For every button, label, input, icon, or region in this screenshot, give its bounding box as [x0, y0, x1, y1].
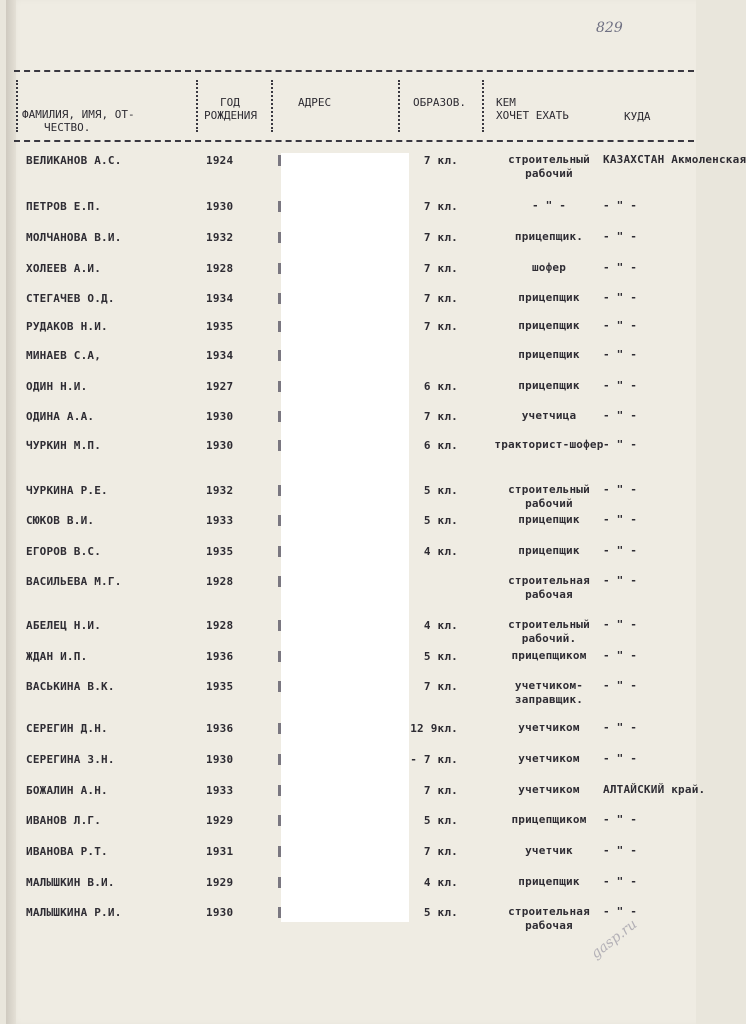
row-name: ОДИНА А.А.	[26, 410, 95, 423]
row-destination: АЛТАЙСКИЙ край.	[603, 783, 706, 796]
row-education: 5 кл.	[423, 814, 458, 827]
row-job: учетчиком-заправщик.	[514, 679, 584, 706]
row-year: 1929	[206, 814, 234, 827]
row-education: 7 кл.	[423, 292, 458, 305]
row-job: учетчик	[525, 844, 573, 857]
header-job: КЕМ ХОЧЕТ ЕХАТЬ	[496, 96, 569, 122]
row-destination: - " -	[603, 379, 638, 392]
row-job: учетчиком	[518, 783, 580, 796]
row-job: строительный рабочий.	[508, 618, 590, 645]
page-binding	[6, 0, 16, 1024]
row-job: тракторист-шофер	[494, 438, 604, 451]
row-year: 1928	[206, 262, 234, 275]
row-education: - 7 кл.	[410, 753, 458, 766]
row-name: ВЕЛИКАНОВ А.С.	[26, 154, 122, 167]
row-education: 7 кл.	[423, 680, 458, 693]
row-year: 1930	[206, 410, 234, 423]
row-name: ИВАНОВА Р.Т.	[26, 845, 108, 858]
row-name: ОДИН Н.И.	[26, 380, 88, 393]
row-education: 7 кл.	[423, 320, 458, 333]
row-year: 1933	[206, 514, 234, 527]
row-destination: - " -	[603, 679, 638, 692]
row-destination: - " -	[603, 618, 638, 631]
row-job: учетчиком	[518, 752, 580, 765]
redacted-address-block	[281, 153, 409, 922]
row-year: 1935	[206, 680, 234, 693]
row-destination: - " -	[603, 721, 638, 734]
row-job: строительный рабочий	[508, 483, 590, 510]
row-name: МИНАЕВ С.А,	[26, 349, 102, 362]
row-education: 12 9кл.	[410, 722, 458, 735]
row-name: СЕРЕГИН Д.Н.	[26, 722, 108, 735]
column-separator	[16, 80, 21, 132]
header-where: КУДА	[624, 110, 651, 123]
row-destination: - " -	[603, 409, 638, 422]
row-destination: - " -	[603, 199, 638, 212]
row-destination: - " -	[603, 291, 638, 304]
row-education: 4 кл.	[423, 619, 458, 632]
row-education: 5 кл.	[423, 650, 458, 663]
row-job: прицепщик	[518, 291, 580, 304]
header-name: ФАМИЛИЯ, ИМЯ, ОТ- ЧЕСТВО.	[22, 108, 135, 134]
row-name: ЧУРКИНА Р.Е.	[26, 484, 108, 497]
row-name: СЮКОВ В.И.	[26, 514, 95, 527]
row-destination: - " -	[603, 544, 638, 557]
row-year: 1935	[206, 545, 234, 558]
row-education: 5 кл.	[423, 514, 458, 527]
row-name: СТЕГАЧЕВ О.Д.	[26, 292, 115, 305]
row-year: 1934	[206, 349, 234, 362]
row-destination: - " -	[603, 483, 638, 496]
row-name: ХОЛЕЕВ А.И.	[26, 262, 102, 275]
row-year: 1927	[206, 380, 234, 393]
row-year: 1929	[206, 876, 234, 889]
row-name: МОЛЧАНОВА В.И.	[26, 231, 122, 244]
row-name: МАЛЫШКИНА Р.И.	[26, 906, 122, 919]
row-year: 1930	[206, 753, 234, 766]
row-job: прицепщик.	[514, 230, 584, 243]
row-education: 4 кл.	[423, 545, 458, 558]
row-name: РУДАКОВ Н.И.	[26, 320, 108, 333]
row-education: 6 кл.	[423, 439, 458, 452]
row-year: 1933	[206, 784, 234, 797]
row-destination: КАЗАХСТАН Акмоленская	[603, 153, 746, 166]
header-address: АДРЕС	[298, 96, 332, 109]
row-name: МАЛЫШКИН В.И.	[26, 876, 115, 889]
column-separator	[398, 80, 403, 132]
row-year: 1936	[206, 650, 234, 663]
row-job: прицепщик	[518, 513, 580, 526]
row-job: прицепщик	[518, 544, 580, 557]
header-top-rule	[14, 70, 694, 72]
row-year: 1936	[206, 722, 234, 735]
row-education: 7 кл.	[423, 262, 458, 275]
row-education: 7 кл.	[423, 784, 458, 797]
row-destination: - " -	[603, 348, 638, 361]
row-education: 4 кл.	[423, 876, 458, 889]
column-separator	[482, 80, 487, 132]
row-education: 7 кл.	[423, 200, 458, 213]
row-destination: - " -	[603, 649, 638, 662]
header-year: ГОД РОЖДЕНИЯ	[204, 96, 257, 122]
row-job: прицепщик	[518, 379, 580, 392]
row-year: 1931	[206, 845, 234, 858]
row-year: 1932	[206, 484, 234, 497]
row-name: ИВАНОВ Л.Г.	[26, 814, 102, 827]
row-education: 7 кл.	[423, 845, 458, 858]
row-destination: - " -	[603, 438, 638, 451]
row-year: 1930	[206, 200, 234, 213]
column-separator	[196, 80, 201, 132]
row-year: 1924	[206, 154, 234, 167]
row-destination: - " -	[603, 905, 638, 918]
row-job: учетчиком	[518, 721, 580, 734]
row-name: ВАСЬКИНА В.К.	[26, 680, 115, 693]
row-education: 5 кл.	[423, 906, 458, 919]
row-education: 7 кл.	[423, 154, 458, 167]
row-year: 1928	[206, 619, 234, 632]
row-destination: - " -	[603, 813, 638, 826]
row-job: прицепщик	[518, 875, 580, 888]
row-name: СЕРЕГИНА З.Н.	[26, 753, 115, 766]
row-education: 6 кл.	[423, 380, 458, 393]
row-destination: - " -	[603, 319, 638, 332]
row-year: 1935	[206, 320, 234, 333]
row-job: учетчица	[521, 409, 577, 422]
page-number: 829	[596, 20, 623, 36]
row-name: БОЖАЛИН А.Н.	[26, 784, 108, 797]
row-year: 1934	[206, 292, 234, 305]
row-name: ВАСИЛЬЕВА М.Г.	[26, 575, 122, 588]
row-destination: - " -	[603, 261, 638, 274]
header-education: ОБРАЗОВ.	[413, 96, 466, 109]
row-job: прицепщик	[518, 319, 580, 332]
row-destination: - " -	[603, 844, 638, 857]
row-name: ПЕТРОВ Е.П.	[26, 200, 102, 213]
row-job: - " -	[531, 199, 567, 212]
row-destination: - " -	[603, 230, 638, 243]
row-destination: - " -	[603, 875, 638, 888]
row-year: 1932	[206, 231, 234, 244]
watermark: gasp.ru	[588, 916, 641, 962]
column-separator	[271, 80, 276, 132]
row-job: строительная рабочая	[508, 574, 590, 601]
row-job: прицепщиком	[511, 813, 587, 826]
document-page	[6, 0, 746, 1024]
row-job: строительный рабочий	[508, 153, 590, 180]
row-job: шофер	[531, 261, 567, 274]
row-year: 1930	[206, 906, 234, 919]
row-destination: - " -	[603, 574, 638, 587]
row-year: 1928	[206, 575, 234, 588]
row-education: 5 кл.	[423, 484, 458, 497]
row-job: прицепщиком	[511, 649, 587, 662]
row-name: ЖДАН И.П.	[26, 650, 88, 663]
row-job: строительная рабочая	[508, 905, 590, 932]
row-name: АБЕЛЕЦ Н.И.	[26, 619, 102, 632]
row-name: ЧУРКИН М.П.	[26, 439, 102, 452]
row-education: 7 кл.	[423, 231, 458, 244]
row-job: прицепщик	[518, 348, 580, 361]
row-destination: - " -	[603, 752, 638, 765]
header-bottom-rule	[14, 140, 694, 142]
row-destination: - " -	[603, 513, 638, 526]
row-year: 1930	[206, 439, 234, 452]
row-name: ЕГОРОВ В.С.	[26, 545, 102, 558]
row-education: 7 кл.	[423, 410, 458, 423]
